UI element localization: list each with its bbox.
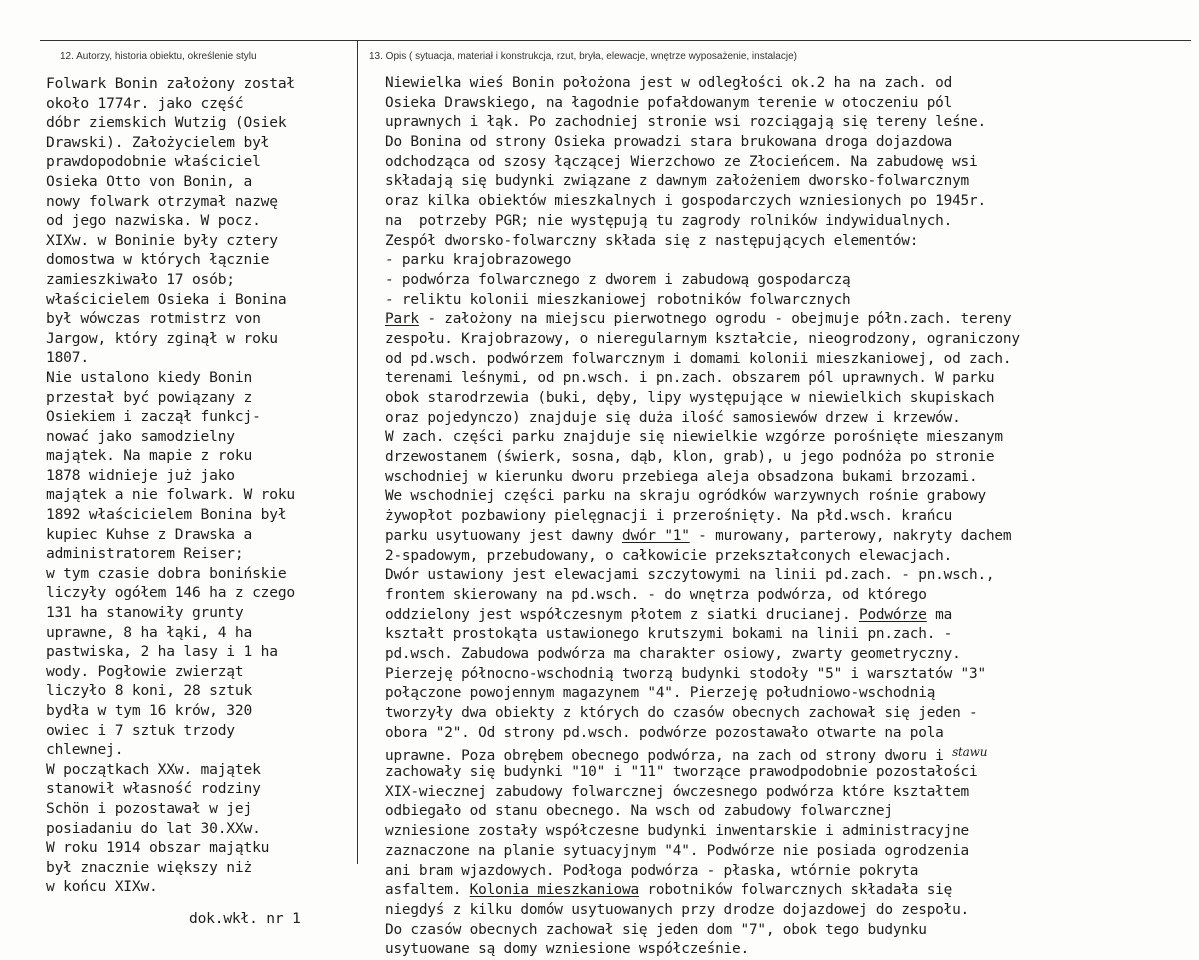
text-line <box>385 566 1185 586</box>
text-line <box>385 940 1185 960</box>
text-segment: ani bram wjazdowych. Podłoga podwórza - płaska, wtórnie pokryta <box>385 862 919 879</box>
text-line <box>385 389 1185 409</box>
text-segment: W zach. części parku znajduje się niewielkie wzgórze porośnięte mieszanym <box>385 429 1003 446</box>
underlined-term: Kolonia mieszkaniowa <box>469 882 639 899</box>
text-segment: Pierzeję północno-wschodnią tworzą budynki stodoły "5" i warsztatów "3" <box>385 665 986 682</box>
text-line: nować jako samodzielny <box>46 427 235 445</box>
text-line: Osieka Otto von Bonin, a <box>46 172 253 190</box>
text-line <box>385 527 1185 547</box>
text-line <box>385 192 1185 212</box>
text-segment: terenami leśnymi, od pn.wsch. i pn.zach. obszarem pól uprawnych. W parku <box>385 370 995 387</box>
text-line: nowy folwark otrzymał nazwę <box>46 192 278 210</box>
document-reference: dok.wkł. nr 1 <box>189 909 301 927</box>
underlined-term: Podwórze <box>858 606 927 623</box>
text-segment: XIX-wiecznej zabudowy folwarcznej ówczesnego podwórza które kształtem <box>385 783 970 800</box>
text-line <box>385 94 1185 114</box>
text-line <box>385 330 1185 350</box>
text-line: 1892 właścicielem Bonina był <box>46 506 287 524</box>
column-divider <box>357 40 358 864</box>
text-line: był wówczas rotmistrz von <box>46 310 261 328</box>
text-line <box>385 743 1185 763</box>
text-line: około 1774r. jako część <box>46 94 244 112</box>
text-segment: odchodząca od szosy łączącej Wierzchowo ze Złocieńcem. Na zabudowę wsi <box>385 153 978 170</box>
handwritten-insertion: stawu <box>952 745 988 760</box>
text-line: chlewnej. <box>46 741 124 759</box>
text-segment: Do Bonina od strony Osieka prowadzi stara brukowana droga dojazdowa <box>385 134 953 151</box>
text-segment: asfaltem. <box>385 882 470 899</box>
text-segment: Dwór ustawiony jest elewacjami szczytowymi na linii pd.zach. - pn.wsch., <box>385 567 995 584</box>
text-line <box>385 704 1185 724</box>
text-line <box>385 251 1185 271</box>
text-line <box>385 842 1185 862</box>
text-line: liczyły ogółem 146 ha z czego <box>46 584 295 602</box>
text-segment: uprawne. Poza obrębem obecnego podwórza, na zach od strony dworu i <box>385 748 953 765</box>
text-segment: - reliktu kolonii mieszkaniowej robotników folwarcznych <box>385 291 851 308</box>
text-line <box>385 586 1185 606</box>
text-segment: zachowały się budynki "10" i "11" tworzące prawodpodobnie pozostałości <box>385 764 978 781</box>
text-line: liczyło 8 koni, 28 sztuk <box>46 682 253 700</box>
text-line: w końcu XIXw. <box>46 878 158 896</box>
text-line <box>385 448 1185 468</box>
text-line <box>385 507 1185 527</box>
text-line: Nie ustalono kiedy Bonin <box>46 368 253 386</box>
text-line: W roku 1914 obszar majątku <box>46 839 270 857</box>
text-line: Schön i pozostawał w jej <box>46 799 253 817</box>
text-line: Jargow, który zginął w roku <box>46 329 278 347</box>
description-text-column <box>385 74 1185 960</box>
text-line <box>385 625 1185 645</box>
text-segment: frontem skierowany na pd.wsch. - do wnętrza podwórza, od którego <box>385 586 927 603</box>
text-line: owiec i 7 sztuk trzody <box>46 721 235 739</box>
text-line: XIXw. w Boninie były cztery <box>46 231 278 249</box>
text-line: majątek. Na mapie z roku <box>46 447 253 465</box>
text-segment: niegdyś z kilku domów usytuowanych przy drodze dojazdowej do zespołu. <box>385 901 970 918</box>
text-line <box>385 232 1185 252</box>
text-segment: oraz pojedynczo) znajduje się duża ilość samosiewów drzew i krzewów. <box>385 409 961 426</box>
text-segment: tworzyły dwa obiekty z których do czasów obecnych zachował się jeden - <box>385 705 978 721</box>
text-line: właścicielem Osieka i Bonina <box>46 290 287 308</box>
text-segment: We wschodniej części parku na skraju ogródków warzywnych rośnie grabowy <box>385 488 986 505</box>
text-segment: zespołu. Krajobrazowy, o nieregularnym kształcie, nieogrodzony, ograniczony <box>385 330 1020 347</box>
text-line: administratorem Reiser; <box>46 545 244 563</box>
field-12-label: 12. Autorzy, historia obiektu, określenie stylu <box>60 51 257 62</box>
text-segment: Niewielka wieś Bonin położona jest w odległości ok.2 ha na zach. od <box>385 75 953 91</box>
text-segment: - murowany, parterowy, nakryty dachem <box>689 527 1012 544</box>
underlined-term: Park <box>385 311 419 328</box>
text-segment: pd.wsch. Zabudowa podwórza ma charakter osiowy, zwarty geometryczny. <box>385 645 961 662</box>
text-segment: składają się budynki związane z dawnym założeniem dworsko-folwarcznym <box>385 173 970 190</box>
text-line <box>385 783 1185 803</box>
text-segment: obora "2". Od strony pd.wsch. podwórze pozostawało otwarte na pola <box>385 724 944 741</box>
text-segment: Osieka Drawskiego, na łagodnie pofałdowanym terenie w otoczeniu pól <box>385 94 953 111</box>
text-segment: Zespół dworsko-folwarczny składa się z następujących elementów: <box>385 232 919 249</box>
text-line: w tym czasie dobra bonińskie <box>46 564 287 582</box>
text-line: domostwa w których łącznie <box>46 251 270 269</box>
text-line <box>385 74 1185 94</box>
underlined-term: dwór "1" <box>622 527 690 544</box>
text-line <box>385 271 1185 291</box>
text-segment: Do czasów obecnych zachował się jeden dom "7", obok tego budynku <box>385 921 927 938</box>
text-segment: zaznaczone na planie sytuacyjnym "4". Podwórze nie posiada ogrodzenia <box>385 842 970 859</box>
text-line: Osiekiem i zaczął funkcj- <box>46 408 261 426</box>
text-line <box>385 291 1185 311</box>
text-segment: drzewostanem (świerk, sosna, dąb, klon, grab), u jego podnóża po stronie <box>385 449 995 466</box>
field-13-label: 13. Opis ( sytuacja, materiał i konstrukcja, rzut, bryła, elewacje, wnętrze wyposażenie, instalacje) <box>369 51 797 62</box>
text-line: kupiec Kuhse z Drawska a <box>46 525 253 543</box>
text-segment: - założony na miejscu pierwotnego ogrodu - obejmuje półn.zach. tereny <box>418 311 1012 328</box>
text-line <box>385 212 1185 232</box>
text-segment: - podwórza folwarcznego z dworem i zabudową gospodarczą <box>385 271 851 288</box>
text-line <box>385 133 1185 153</box>
text-line: posiadaniu do lat 30.XXw. <box>46 819 261 837</box>
text-line: zamieszkiwało 17 osób; <box>46 270 235 288</box>
text-line: W początkach XXw. majątek <box>46 760 261 778</box>
text-segment: oddzielony jest współczesnym płotem z siatki drucianej. <box>385 606 859 623</box>
text-line: uprawne, 8 ha łąki, 4 ha <box>46 623 253 641</box>
text-segment: robotników folwarcznych składała się <box>638 882 953 899</box>
text-line: przestał być powiązany z <box>46 388 253 406</box>
text-segment: wzniesione zostały współczesne budynki inwentarskie i administracyjne <box>385 823 970 840</box>
text-line <box>385 409 1185 429</box>
text-line: 131 ha stanowiły grunty <box>46 604 244 622</box>
text-line <box>385 487 1185 507</box>
text-line: stanowił własność rodziny <box>46 780 261 798</box>
text-line <box>385 468 1185 488</box>
text-line <box>385 684 1185 704</box>
text-segment: oraz kilka obiektów mieszkalnych i gospodarczych wzniesionych po 1945r. <box>385 193 986 210</box>
text-line <box>385 369 1185 389</box>
text-line <box>385 547 1185 567</box>
top-rule <box>40 40 1191 41</box>
history-text-column <box>46 74 351 929</box>
text-line <box>385 901 1185 921</box>
text-line: był znacznie większy niż <box>46 858 253 876</box>
text-line: 1807. <box>46 349 89 367</box>
text-line <box>385 310 1185 330</box>
text-line: wody. Pogłowie zwierząt <box>46 662 244 680</box>
text-line: 1878 widnieje już jako <box>46 466 235 484</box>
text-segment: odbiegało od stanu obecnego. Na wsch od zabudowy folwarcznej <box>385 803 893 820</box>
text-segment: połączone powojennym magazynem "4". Pierzeję południowo-wschodnią <box>385 685 936 702</box>
text-segment: obok starodrzewia (buki, dęby, lipy występujące w niewielkich skupiskach <box>385 390 995 406</box>
text-line <box>385 881 1185 901</box>
text-line <box>385 921 1185 941</box>
text-segment: usytuowane są domy wzniesione współcześnie. <box>385 941 749 958</box>
text-segment: żywopłot pozbawiony pielęgnacji i przerośnięty. Na płd.wsch. krańcu <box>385 508 953 525</box>
text-line <box>385 822 1185 842</box>
text-line <box>385 428 1185 448</box>
text-line <box>385 724 1185 744</box>
text-line <box>385 606 1185 626</box>
text-line: dóbr ziemskich Wutzig (Osiek <box>46 114 287 132</box>
text-segment: uprawnych i łąk. Po zachodniej stronie wsi rozciągają się tereny leśne. <box>385 114 986 131</box>
text-line <box>385 763 1185 783</box>
text-segment: parku usytuowany jest dawny <box>385 527 622 544</box>
text-line: Folwark Bonin założony został <box>46 75 295 92</box>
text-line <box>385 645 1185 665</box>
text-line <box>385 172 1185 192</box>
text-segment: ma <box>926 606 953 623</box>
text-line <box>385 153 1185 173</box>
text-line <box>385 350 1185 370</box>
text-segment: 2-spadowym, przebudowany, o całkowicie przekształconych elewacjach. <box>385 547 953 564</box>
text-segment: od pd.wsch. podwórzem folwarcznym i domami kolonii mieszkaniowej, od zach. <box>385 350 1012 367</box>
text-line: od jego nazwiska. W pocz. <box>46 212 261 230</box>
text-line: pastwiska, 2 ha lasy i 1 ha <box>46 643 278 661</box>
text-line <box>385 802 1185 822</box>
text-line: bydła w tym 16 krów, 320 <box>46 702 253 719</box>
text-line <box>385 665 1185 685</box>
text-line: prawdopodobnie właściciel <box>46 153 261 171</box>
text-segment: wschodniej w kierunku dworu przebiega aleja obsadzona bukami brzozami. <box>385 468 978 485</box>
text-segment: - parku krajobrazowego <box>385 252 572 269</box>
text-segment: kształt prostokąta ustawionego krutszymi bokami na linii pn.zach. - <box>385 626 953 643</box>
text-line <box>385 862 1185 882</box>
text-line <box>385 113 1185 133</box>
text-line: majątek a nie folwark. W roku <box>46 486 295 504</box>
text-segment: na potrzeby PGR; nie występują tu zagrody rolników indywidualnych. <box>385 212 953 229</box>
text-line: Drawski). Założycielem był <box>46 133 270 151</box>
